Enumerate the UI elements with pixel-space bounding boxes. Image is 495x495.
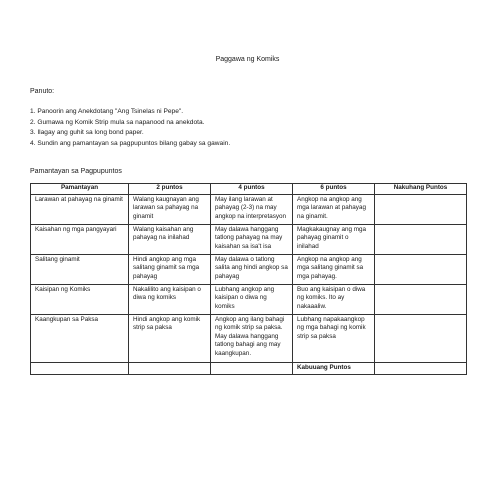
criterion-cell: Larawan at pahayag na ginamit [31,194,129,224]
blank-cell [129,362,211,375]
document-title: Paggawa ng Komiks [215,56,280,63]
six-points-cell: Buo ang kaisipan o diwa ng komiks. Ito ay nakaaaliw. [293,284,375,314]
table-row [31,224,467,254]
instruction-item: 2. Gumawa ng Komik Strip mula sa napanood na anekdota. [30,118,205,126]
score-cell[interactable] [375,224,467,254]
criterion-cell: Kaangkupan sa Paksa [31,314,129,362]
instruction-item: 4. Sundin ang pamantayan sa pagpupuntos bilang gabay sa gawain. [30,139,231,147]
four-points-cell: May dalawa hanggang tatlong pahayag na may kaisahan sa isa't isa [211,224,293,254]
criterion-cell: Kaisahan ng mga pangyayari [31,224,129,254]
rubric-table [30,183,467,375]
score-cell[interactable] [375,284,467,314]
score-cell[interactable] [375,194,467,224]
table-row [31,194,467,224]
four-points-cell: Lubhang angkop ang kaisipan o diwa ng komiks [211,284,293,314]
score-cell[interactable] [375,314,467,362]
two-points-cell: Hindi angkop ang komik strip sa paksa [129,314,211,362]
rubric-label: Pamantayan sa Pagpupuntos [30,168,122,175]
total-label: Kabuuang Puntos [293,362,375,375]
six-points-cell: Angkop na angkop ang mga salitang ginamit sa mga pahayag. [293,254,375,284]
score-cell[interactable] [375,254,467,284]
four-points-cell: Angkop ang ilang bahagi ng komik strip sa paksa. May dalawa hanggang tatlong bahagi ang may kaangkupan. [211,314,293,362]
blank-cell [31,362,129,375]
criterion-cell: Salitang ginamit [31,254,129,284]
instruction-item: 1. Panoorin ang Anekdotang "Ang Tsinelas ni Pepe". [30,108,184,115]
two-points-cell: Hindi angkop ang mga salitang ginamit sa mga pahayag [129,254,211,284]
six-points-cell: Magkakaugnay ang mga pahayag ginamit o inilahad [293,224,375,254]
header-4-puntos: 4 puntos [211,184,293,195]
table-row [31,284,467,314]
table-row [31,314,467,362]
two-points-cell: Walang kaisahan ang pahayag na inilahad [129,224,211,254]
table-row [31,254,467,284]
blank-cell [211,362,293,375]
panuto-label: Panuto: [30,88,55,95]
header-nakuhang-puntos: Nakuhang Puntos [375,184,467,195]
two-points-cell: Nakalilito ang kaisipan o diwa ng komiks [129,284,211,314]
instruction-list [30,107,230,149]
header-2-puntos: 2 puntos [129,184,211,195]
criterion-cell: Kaisipan ng Komiks [31,284,129,314]
table-header-row [31,184,467,195]
total-score-cell[interactable] [375,362,467,375]
six-points-cell: Angkop na angkop ang mga larawan at pahayag na ginamit. [293,194,375,224]
four-points-cell: May dalawa o tatlong salita ang hindi angkop sa pahayag [211,254,293,284]
four-points-cell: May ilang larawan at pahayag (2-3) na may angkop na interpretasyon [211,194,293,224]
header-6-puntos: 6 puntos [293,184,375,195]
two-points-cell: Walang kaugnayan ang larawan sa pahayag na ginamit [129,194,211,224]
instruction-item: 3. Ilagay ang guhit sa long bond paper. [30,129,144,137]
six-points-cell: Lubhang napakaangkop ng mga bahagi ng komik strip sa paksa [293,314,375,362]
total-row [31,362,467,375]
header-pamantayan: Pamantayan [31,184,129,195]
